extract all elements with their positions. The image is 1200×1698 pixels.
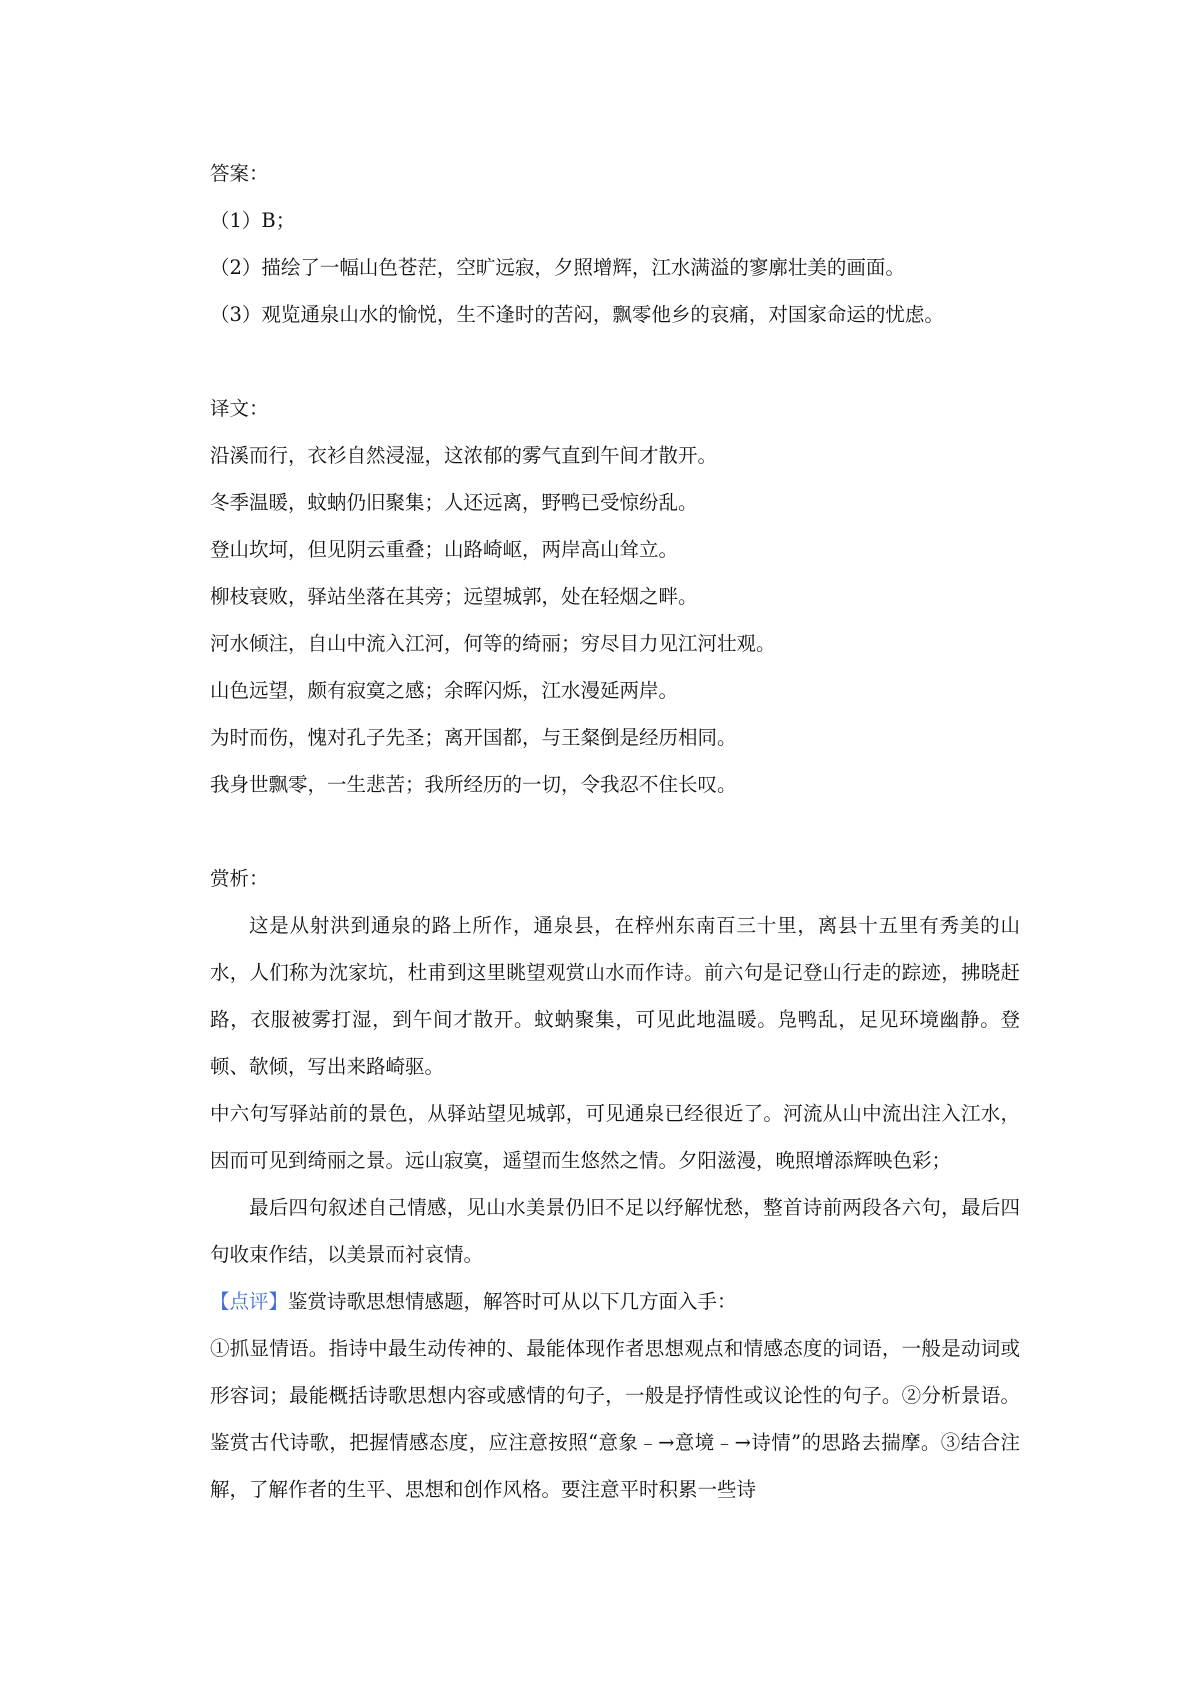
spacer (210, 338, 1020, 385)
translation-line-7: 为时而伤，愧对孔子先圣；离开国都，与王粲倒是经历相同。 (210, 726, 737, 749)
translation-line-8: 我身世飘零，一生悲苦；我所经历的一切，令我忍不住长叹。 (210, 773, 737, 796)
answer-item-3: （3）观览通泉山水的愉悦，生不逢时的苦闷，飘零他乡的哀痛，对国家命运的忧虑。 (210, 303, 944, 326)
document-content (210, 150, 1020, 1513)
comment-body: ①抓显情语。指诗中最生动传神的、最能体现作者思想观点和情感态度的词语，一般是动词或形容词；最能概括诗歌思想内容或感情的句子，一般是抒情性或议论性的句子。②分析景语。鉴赏古代诗歌，把握情感态度，应注意按照“意象﹣→意境﹣→诗情”的思路去揣摩。③结合注解，了解作者的生平、思想和创作风格。要注意平时积累一些诗 (210, 1337, 1020, 1501)
comment-line (210, 1278, 1020, 1325)
translation-heading: 译文： (210, 397, 269, 420)
answer-item-2: （2）描绘了一幅山色苍茫，空旷远寂，夕照增辉，江水满溢的寥廓壮美的画面。 (210, 256, 905, 279)
answer-item-1: （1）B； (210, 209, 296, 232)
appreciation-paragraph-1: 这是从射洪到通泉的路上所作，通泉县，在梓州东南百三十里，离县十五里有秀美的山水，人们称为沈家坑，杜甫到这里眺望观赏山水而作诗。前六句是记登山行走的踪迹，拂晓赶路，衣服被雾打湿，到午间才散开。蚊蚋聚集，可见此地温暖。凫鸭乱，足见环境幽静。登顿、欹倾，写出来路崎驱。 (210, 914, 1020, 1078)
comment-tag: 【点评】 (210, 1290, 289, 1313)
comment-intro: 鉴赏诗歌思想情感题，解答时可从以下几方面入手： (288, 1290, 737, 1313)
appreciation-paragraph-2: 中六句写驿站前的景色，从驿站望见城郭，可见通泉已经很近了。河流从山中流出注入江水，因而可见到绮丽之景。远山寂寞，遥望而生悠然之情。夕阳滋漫，晚照增添辉映色彩； (210, 1102, 1020, 1172)
translation-line-6: 山色远望，颇有寂寞之感；余晖闪烁，江水漫延两岸。 (210, 679, 679, 702)
appreciation-paragraph-3: 最后四句叙述自己情感，见山水美景仍旧不足以纾解忧愁，整首诗前两段各六句，最后四句收束作结，以美景而衬哀情。 (210, 1196, 1020, 1266)
answer-heading: 答案： (210, 162, 269, 185)
spacer (210, 808, 1020, 855)
appreciation-heading: 赏析： (210, 867, 269, 890)
translation-line-4: 柳枝衰败，驿站坐落在其旁；远望城郭，处在轻烟之畔。 (210, 585, 698, 608)
translation-line-5: 河水倾注，自山中流入江河，何等的绮丽；穷尽目力见江河壮观。 (210, 632, 776, 655)
translation-line-2: 冬季温暖，蚊蚋仍旧聚集；人还远离，野鸭已受惊纷乱。 (210, 491, 698, 514)
translation-line-1: 沿溪而行，衣衫自然浸湿，这浓郁的雾气直到午间才散开。 (210, 444, 718, 467)
translation-line-3: 登山坎坷，但见阴云重叠；山路崎岖，两岸高山耸立。 (210, 538, 679, 561)
